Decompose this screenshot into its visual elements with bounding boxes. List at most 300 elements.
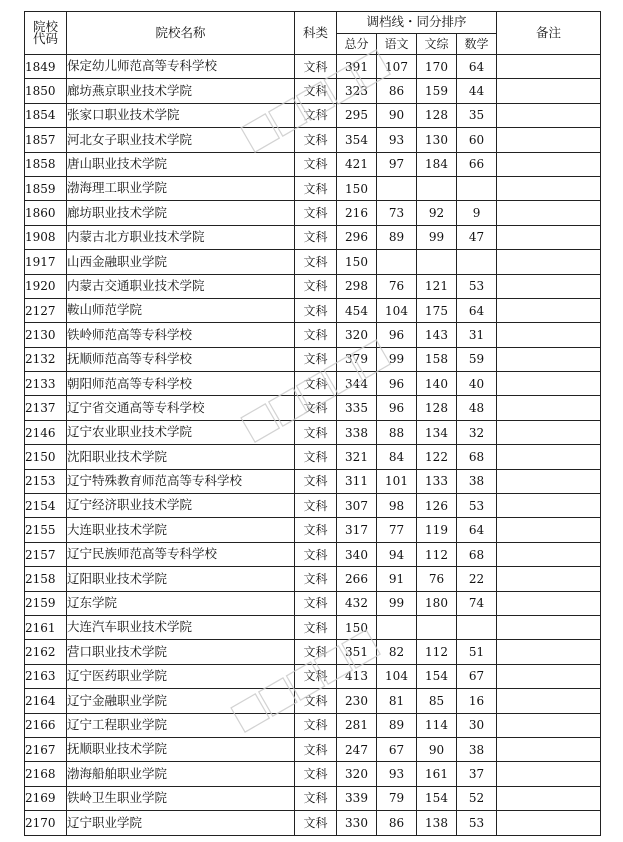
liberal-arts-score-cell: 154 <box>417 664 457 688</box>
school-name-cell: 辽宁民族师范高等专科学校 <box>67 542 295 566</box>
school-code-cell: 2150 <box>25 445 67 469</box>
math-score-cell: 64 <box>457 518 497 542</box>
liberal-arts-score-cell: 154 <box>417 786 457 810</box>
note-cell <box>497 323 601 347</box>
liberal-arts-score-cell: 161 <box>417 762 457 786</box>
chinese-score-cell: 82 <box>377 640 417 664</box>
total-score-cell: 230 <box>337 689 377 713</box>
category-cell: 文科 <box>295 640 337 664</box>
admission-table <box>24 11 601 836</box>
chinese-score-cell: 90 <box>377 103 417 127</box>
school-name-cell: 铁岭师范高等专科学校 <box>67 323 295 347</box>
school-name-cell: 唐山职业技术学院 <box>67 152 295 176</box>
chinese-score-cell: 99 <box>377 347 417 371</box>
category-cell: 文科 <box>295 689 337 713</box>
total-score-cell: 320 <box>337 762 377 786</box>
table-row <box>25 128 601 152</box>
chinese-score-cell: 96 <box>377 396 417 420</box>
header-name: 院校名称 <box>67 12 295 55</box>
category-cell: 文科 <box>295 713 337 737</box>
school-code-cell: 1854 <box>25 103 67 127</box>
total-score-cell: 323 <box>337 79 377 103</box>
note-cell <box>497 396 601 420</box>
total-score-cell: 421 <box>337 152 377 176</box>
school-code-cell: 1850 <box>25 79 67 103</box>
table-row <box>25 152 601 176</box>
note-cell <box>497 103 601 127</box>
liberal-arts-score-cell: 128 <box>417 396 457 420</box>
math-score-cell <box>457 615 497 639</box>
school-name-cell: 辽宁职业学院 <box>67 811 295 835</box>
table-row <box>25 469 601 493</box>
total-score-cell: 413 <box>337 664 377 688</box>
liberal-arts-score-cell: 143 <box>417 323 457 347</box>
category-cell: 文科 <box>295 567 337 591</box>
note-cell <box>497 201 601 225</box>
chinese-score-cell: 76 <box>377 274 417 298</box>
liberal-arts-score-cell: 133 <box>417 469 457 493</box>
liberal-arts-score-cell: 85 <box>417 689 457 713</box>
school-name-cell: 辽宁工程职业学院 <box>67 713 295 737</box>
school-name-cell: 辽宁特殊教育师范高等专科学校 <box>67 469 295 493</box>
total-score-cell: 351 <box>337 640 377 664</box>
liberal-arts-score-cell: 140 <box>417 372 457 396</box>
liberal-arts-score-cell <box>417 176 457 200</box>
school-code-cell: 2163 <box>25 664 67 688</box>
total-score-cell: 295 <box>337 103 377 127</box>
chinese-score-cell: 89 <box>377 713 417 737</box>
total-score-cell: 321 <box>337 445 377 469</box>
school-name-cell: 内蒙古交通职业技术学院 <box>67 274 295 298</box>
liberal-arts-score-cell: 170 <box>417 55 457 79</box>
chinese-score-cell: 67 <box>377 737 417 761</box>
category-cell: 文科 <box>295 250 337 274</box>
total-score-cell: 379 <box>337 347 377 371</box>
note-cell <box>497 79 601 103</box>
category-cell: 文科 <box>295 225 337 249</box>
category-cell: 文科 <box>295 811 337 835</box>
table-row <box>25 494 601 518</box>
header-chinese: 语文 <box>377 34 417 55</box>
school-name-cell: 大连汽车职业技术学院 <box>67 615 295 639</box>
math-score-cell: 53 <box>457 494 497 518</box>
chinese-score-cell: 93 <box>377 128 417 152</box>
note-cell <box>497 567 601 591</box>
note-cell <box>497 518 601 542</box>
total-score-cell: 266 <box>337 567 377 591</box>
school-code-cell: 1859 <box>25 176 67 200</box>
chinese-score-cell: 104 <box>377 664 417 688</box>
chinese-score-cell: 89 <box>377 225 417 249</box>
chinese-score-cell: 91 <box>377 567 417 591</box>
school-name-cell: 辽宁省交通高等专科学校 <box>67 396 295 420</box>
math-score-cell <box>457 176 497 200</box>
header-liberal: 文综 <box>417 34 457 55</box>
liberal-arts-score-cell <box>417 250 457 274</box>
note-cell <box>497 762 601 786</box>
math-score-cell: 31 <box>457 323 497 347</box>
school-name-cell: 辽宁农业职业技术学院 <box>67 420 295 444</box>
school-name-cell: 抚顺职业技术学院 <box>67 737 295 761</box>
category-cell: 文科 <box>295 420 337 444</box>
total-score-cell: 335 <box>337 396 377 420</box>
school-code-cell: 2130 <box>25 323 67 347</box>
math-score-cell: 59 <box>457 347 497 371</box>
math-score-cell: 64 <box>457 298 497 322</box>
table-row <box>25 811 601 835</box>
note-cell <box>497 225 601 249</box>
chinese-score-cell: 88 <box>377 420 417 444</box>
table-row <box>25 786 601 810</box>
note-cell <box>497 55 601 79</box>
chinese-score-cell: 98 <box>377 494 417 518</box>
category-cell: 文科 <box>295 128 337 152</box>
math-score-cell: 38 <box>457 737 497 761</box>
note-cell <box>497 664 601 688</box>
math-score-cell: 9 <box>457 201 497 225</box>
school-code-cell: 2155 <box>25 518 67 542</box>
school-code-cell: 2137 <box>25 396 67 420</box>
chinese-score-cell: 99 <box>377 591 417 615</box>
school-name-cell: 营口职业技术学院 <box>67 640 295 664</box>
table-row <box>25 347 601 371</box>
school-name-cell: 沈阳职业技术学院 <box>67 445 295 469</box>
note-cell <box>497 445 601 469</box>
note-cell <box>497 469 601 493</box>
table-row <box>25 762 601 786</box>
school-code-cell: 1858 <box>25 152 67 176</box>
category-cell: 文科 <box>295 79 337 103</box>
table-row <box>25 79 601 103</box>
table-row <box>25 445 601 469</box>
total-score-cell: 298 <box>337 274 377 298</box>
school-name-cell: 辽东学院 <box>67 591 295 615</box>
note-cell <box>497 372 601 396</box>
category-cell: 文科 <box>295 323 337 347</box>
math-score-cell: 67 <box>457 664 497 688</box>
school-name-cell: 辽宁医药职业学院 <box>67 664 295 688</box>
math-score-cell: 40 <box>457 372 497 396</box>
note-cell <box>497 811 601 835</box>
total-score-cell: 354 <box>337 128 377 152</box>
note-cell <box>497 640 601 664</box>
note-cell <box>497 420 601 444</box>
table-row <box>25 591 601 615</box>
school-code-cell: 2170 <box>25 811 67 835</box>
liberal-arts-score-cell: 90 <box>417 737 457 761</box>
chinese-score-cell: 94 <box>377 542 417 566</box>
school-code-cell: 2157 <box>25 542 67 566</box>
school-code-cell: 1849 <box>25 55 67 79</box>
table-row <box>25 640 601 664</box>
liberal-arts-score-cell <box>417 615 457 639</box>
total-score-cell: 150 <box>337 615 377 639</box>
school-code-cell: 2133 <box>25 372 67 396</box>
table-row <box>25 737 601 761</box>
category-cell: 文科 <box>295 274 337 298</box>
table-body <box>25 55 601 836</box>
category-cell: 文科 <box>295 469 337 493</box>
school-code-cell: 2127 <box>25 298 67 322</box>
liberal-arts-score-cell: 112 <box>417 542 457 566</box>
liberal-arts-score-cell: 76 <box>417 567 457 591</box>
table-row <box>25 201 601 225</box>
category-cell: 文科 <box>295 762 337 786</box>
total-score-cell: 339 <box>337 786 377 810</box>
school-code-cell: 2161 <box>25 615 67 639</box>
chinese-score-cell <box>377 250 417 274</box>
category-cell: 文科 <box>295 494 337 518</box>
note-cell <box>497 274 601 298</box>
school-code-cell: 2146 <box>25 420 67 444</box>
note-cell <box>497 542 601 566</box>
table-row <box>25 372 601 396</box>
category-cell: 文科 <box>295 103 337 127</box>
school-name-cell: 抚顺师范高等专科学校 <box>67 347 295 371</box>
math-score-cell: 32 <box>457 420 497 444</box>
math-score-cell: 47 <box>457 225 497 249</box>
chinese-score-cell: 86 <box>377 79 417 103</box>
chinese-score-cell <box>377 176 417 200</box>
category-cell: 文科 <box>295 55 337 79</box>
category-cell: 文科 <box>295 737 337 761</box>
table-row <box>25 55 601 79</box>
school-code-cell: 2154 <box>25 494 67 518</box>
note-cell <box>497 494 601 518</box>
school-name-cell: 铁岭卫生职业学院 <box>67 786 295 810</box>
liberal-arts-score-cell: 184 <box>417 152 457 176</box>
total-score-cell: 281 <box>337 713 377 737</box>
category-cell: 文科 <box>295 372 337 396</box>
table-row <box>25 250 601 274</box>
school-code-cell: 1908 <box>25 225 67 249</box>
school-name-cell: 朝阳师范高等专科学校 <box>67 372 295 396</box>
liberal-arts-score-cell: 114 <box>417 713 457 737</box>
note-cell <box>497 713 601 737</box>
liberal-arts-score-cell: 112 <box>417 640 457 664</box>
header-row-1 <box>25 12 601 34</box>
math-score-cell: 22 <box>457 567 497 591</box>
category-cell: 文科 <box>295 298 337 322</box>
note-cell <box>497 737 601 761</box>
school-code-cell: 2132 <box>25 347 67 371</box>
liberal-arts-score-cell: 138 <box>417 811 457 835</box>
liberal-arts-score-cell: 180 <box>417 591 457 615</box>
category-cell: 文科 <box>295 615 337 639</box>
table-row <box>25 298 601 322</box>
category-cell: 文科 <box>295 664 337 688</box>
table-row <box>25 615 601 639</box>
school-name-cell: 大连职业技术学院 <box>67 518 295 542</box>
math-score-cell: 35 <box>457 103 497 127</box>
category-cell: 文科 <box>295 201 337 225</box>
note-cell <box>497 689 601 713</box>
category-cell: 文科 <box>295 396 337 420</box>
school-name-cell: 辽宁经济职业技术学院 <box>67 494 295 518</box>
school-code-cell: 2164 <box>25 689 67 713</box>
school-name-cell: 山西金融职业学院 <box>67 250 295 274</box>
total-score-cell: 307 <box>337 494 377 518</box>
chinese-score-cell: 96 <box>377 323 417 347</box>
table-row <box>25 664 601 688</box>
liberal-arts-score-cell: 158 <box>417 347 457 371</box>
header-group: 调档线・同分排序 <box>337 12 497 34</box>
total-score-cell: 330 <box>337 811 377 835</box>
math-score-cell: 64 <box>457 55 497 79</box>
total-score-cell: 344 <box>337 372 377 396</box>
chinese-score-cell: 93 <box>377 762 417 786</box>
category-cell: 文科 <box>295 542 337 566</box>
math-score-cell: 37 <box>457 762 497 786</box>
table-row <box>25 176 601 200</box>
chinese-score-cell: 79 <box>377 786 417 810</box>
table-row <box>25 103 601 127</box>
chinese-score-cell: 107 <box>377 55 417 79</box>
chinese-score-cell: 101 <box>377 469 417 493</box>
chinese-score-cell: 81 <box>377 689 417 713</box>
math-score-cell: 30 <box>457 713 497 737</box>
table-row <box>25 567 601 591</box>
table-row <box>25 689 601 713</box>
school-code-cell: 2158 <box>25 567 67 591</box>
liberal-arts-score-cell: 121 <box>417 274 457 298</box>
header-note: 备注 <box>497 12 601 55</box>
math-score-cell: 53 <box>457 274 497 298</box>
category-cell: 文科 <box>295 518 337 542</box>
liberal-arts-score-cell: 130 <box>417 128 457 152</box>
school-name-cell: 河北女子职业技术学院 <box>67 128 295 152</box>
note-cell <box>497 176 601 200</box>
school-code-cell: 2162 <box>25 640 67 664</box>
school-code-cell: 2159 <box>25 591 67 615</box>
school-name-cell: 廊坊职业技术学院 <box>67 201 295 225</box>
chinese-score-cell: 97 <box>377 152 417 176</box>
total-score-cell: 317 <box>337 518 377 542</box>
category-cell: 文科 <box>295 152 337 176</box>
liberal-arts-score-cell: 122 <box>417 445 457 469</box>
school-code-cell: 2166 <box>25 713 67 737</box>
category-cell: 文科 <box>295 347 337 371</box>
school-name-cell: 辽阳职业技术学院 <box>67 567 295 591</box>
total-score-cell: 338 <box>337 420 377 444</box>
header-total: 总分 <box>337 34 377 55</box>
header-math: 数学 <box>457 34 497 55</box>
category-cell: 文科 <box>295 176 337 200</box>
school-code-cell: 2168 <box>25 762 67 786</box>
math-score-cell: 74 <box>457 591 497 615</box>
liberal-arts-score-cell: 134 <box>417 420 457 444</box>
total-score-cell: 391 <box>337 55 377 79</box>
liberal-arts-score-cell: 119 <box>417 518 457 542</box>
school-code-cell: 1857 <box>25 128 67 152</box>
category-cell: 文科 <box>295 591 337 615</box>
chinese-score-cell: 86 <box>377 811 417 835</box>
total-score-cell: 216 <box>337 201 377 225</box>
math-score-cell <box>457 250 497 274</box>
note-cell <box>497 786 601 810</box>
school-name-cell: 渤海理工职业学院 <box>67 176 295 200</box>
math-score-cell: 51 <box>457 640 497 664</box>
liberal-arts-score-cell: 126 <box>417 494 457 518</box>
category-cell: 文科 <box>295 445 337 469</box>
math-score-cell: 48 <box>457 396 497 420</box>
school-name-cell: 保定幼儿师范高等专科学校 <box>67 55 295 79</box>
chinese-score-cell <box>377 615 417 639</box>
table-row <box>25 225 601 249</box>
total-score-cell: 150 <box>337 250 377 274</box>
table-row <box>25 396 601 420</box>
category-cell: 文科 <box>295 786 337 810</box>
total-score-cell: 340 <box>337 542 377 566</box>
liberal-arts-score-cell: 175 <box>417 298 457 322</box>
school-code-cell: 1920 <box>25 274 67 298</box>
chinese-score-cell: 77 <box>377 518 417 542</box>
school-code-cell: 1860 <box>25 201 67 225</box>
table-row <box>25 274 601 298</box>
school-name-cell: 鞍山师范学院 <box>67 298 295 322</box>
note-cell <box>497 615 601 639</box>
math-score-cell: 60 <box>457 128 497 152</box>
table-row <box>25 420 601 444</box>
math-score-cell: 52 <box>457 786 497 810</box>
school-name-cell: 辽宁金融职业学院 <box>67 689 295 713</box>
total-score-cell: 296 <box>337 225 377 249</box>
math-score-cell: 68 <box>457 542 497 566</box>
liberal-arts-score-cell: 128 <box>417 103 457 127</box>
math-score-cell: 16 <box>457 689 497 713</box>
math-score-cell: 68 <box>457 445 497 469</box>
chinese-score-cell: 73 <box>377 201 417 225</box>
chinese-score-cell: 96 <box>377 372 417 396</box>
chinese-score-cell: 84 <box>377 445 417 469</box>
math-score-cell: 44 <box>457 79 497 103</box>
school-code-cell: 1917 <box>25 250 67 274</box>
note-cell <box>497 347 601 371</box>
table-row <box>25 323 601 347</box>
note-cell <box>497 128 601 152</box>
total-score-cell: 150 <box>337 176 377 200</box>
school-name-cell: 廊坊燕京职业技术学院 <box>67 79 295 103</box>
note-cell <box>497 591 601 615</box>
total-score-cell: 247 <box>337 737 377 761</box>
total-score-cell: 320 <box>337 323 377 347</box>
school-name-cell: 张家口职业技术学院 <box>67 103 295 127</box>
school-name-cell: 渤海船舶职业学院 <box>67 762 295 786</box>
header-code: 院校代码 <box>25 12 67 55</box>
math-score-cell: 53 <box>457 811 497 835</box>
note-cell <box>497 250 601 274</box>
liberal-arts-score-cell: 92 <box>417 201 457 225</box>
math-score-cell: 38 <box>457 469 497 493</box>
header-category: 科类 <box>295 12 337 55</box>
school-code-cell: 2169 <box>25 786 67 810</box>
chinese-score-cell: 104 <box>377 298 417 322</box>
total-score-cell: 311 <box>337 469 377 493</box>
math-score-cell: 66 <box>457 152 497 176</box>
note-cell <box>497 152 601 176</box>
total-score-cell: 432 <box>337 591 377 615</box>
total-score-cell: 454 <box>337 298 377 322</box>
note-cell <box>497 298 601 322</box>
school-code-cell: 2167 <box>25 737 67 761</box>
liberal-arts-score-cell: 99 <box>417 225 457 249</box>
table-row <box>25 713 601 737</box>
liberal-arts-score-cell: 159 <box>417 79 457 103</box>
school-name-cell: 内蒙古北方职业技术学院 <box>67 225 295 249</box>
table-row <box>25 518 601 542</box>
school-code-cell: 2153 <box>25 469 67 493</box>
table-row <box>25 542 601 566</box>
